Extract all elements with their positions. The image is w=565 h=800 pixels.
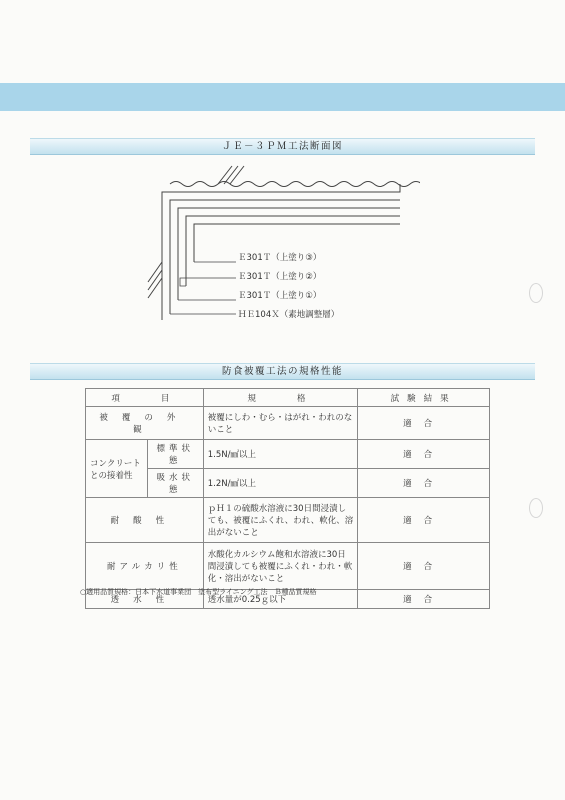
- table-header-row: [86, 389, 490, 407]
- layer-label-topcoat-3: Ｅ301Ｔ（上塗り③）: [238, 253, 322, 263]
- table-row: [86, 543, 490, 590]
- section-title-cross-section: ＪＥ－３ＰＭ工法断面図: [30, 138, 535, 155]
- table-row: [86, 498, 490, 543]
- row-result-wet: 適合: [358, 469, 490, 498]
- row-spec-water: 透水量が0.25ｇ以下: [203, 590, 358, 609]
- header-result: 試験結果: [358, 389, 490, 407]
- spec-table: [85, 388, 490, 609]
- table-row: [86, 407, 490, 440]
- row-cond-standard: 標準状態: [147, 440, 203, 469]
- row-spec-wet: 1.2N/㎟以上: [203, 469, 358, 498]
- row-item-acid: 耐酸性: [86, 498, 204, 543]
- row-result-water: 適合: [358, 590, 490, 609]
- row-item-appearance: 被覆の外観: [86, 407, 204, 440]
- row-cond-wet: 吸水状態: [147, 469, 203, 498]
- footnote: ○適用品質規格：日本下水道事業団 塗布型ライニング工法 Ｂ種品質規格: [80, 588, 317, 596]
- row-spec-standard: 1.5N/㎟以上: [203, 440, 358, 469]
- row-result-appearance: 適合: [358, 407, 490, 440]
- row-item-alkali: 耐アルカリ性: [86, 543, 204, 590]
- header-item: 項 目: [86, 389, 204, 407]
- table-row: [86, 440, 490, 469]
- punch-hole: [529, 498, 543, 518]
- row-item-adhesion: コンクリートとの接着性: [86, 440, 148, 498]
- layer-label-topcoat-2: Ｅ301Ｔ（上塗り②）: [238, 272, 322, 282]
- header-band: [0, 83, 565, 111]
- row-result-alkali: 適合: [358, 543, 490, 590]
- layer-label-topcoat-1: Ｅ301Ｔ（上塗り①）: [238, 291, 322, 301]
- row-spec-acid: ｐＨ１の硫酸水溶液に30日間浸漬しても、被覆にふくれ、われ、軟化、溶出がないこと: [203, 498, 358, 543]
- row-result-standard: 適合: [358, 440, 490, 469]
- row-item-water: 透水性: [86, 590, 204, 609]
- row-spec-appearance: 被覆にしわ・むら・はがれ・われのないこと: [203, 407, 358, 440]
- row-result-acid: 適合: [358, 498, 490, 543]
- row-spec-alkali: 水酸化カルシウム飽和水溶液に30日間浸漬しても被覆にふくれ・われ・軟化・溶出がないこと: [203, 543, 358, 590]
- section-title-spec-performance: 防食被覆工法の規格性能: [30, 363, 535, 380]
- header-spec: 規 格: [203, 389, 358, 407]
- punch-hole: [529, 283, 543, 303]
- layer-label-base-layer: ＨＥ104Ｘ（素地調整層）: [238, 310, 340, 320]
